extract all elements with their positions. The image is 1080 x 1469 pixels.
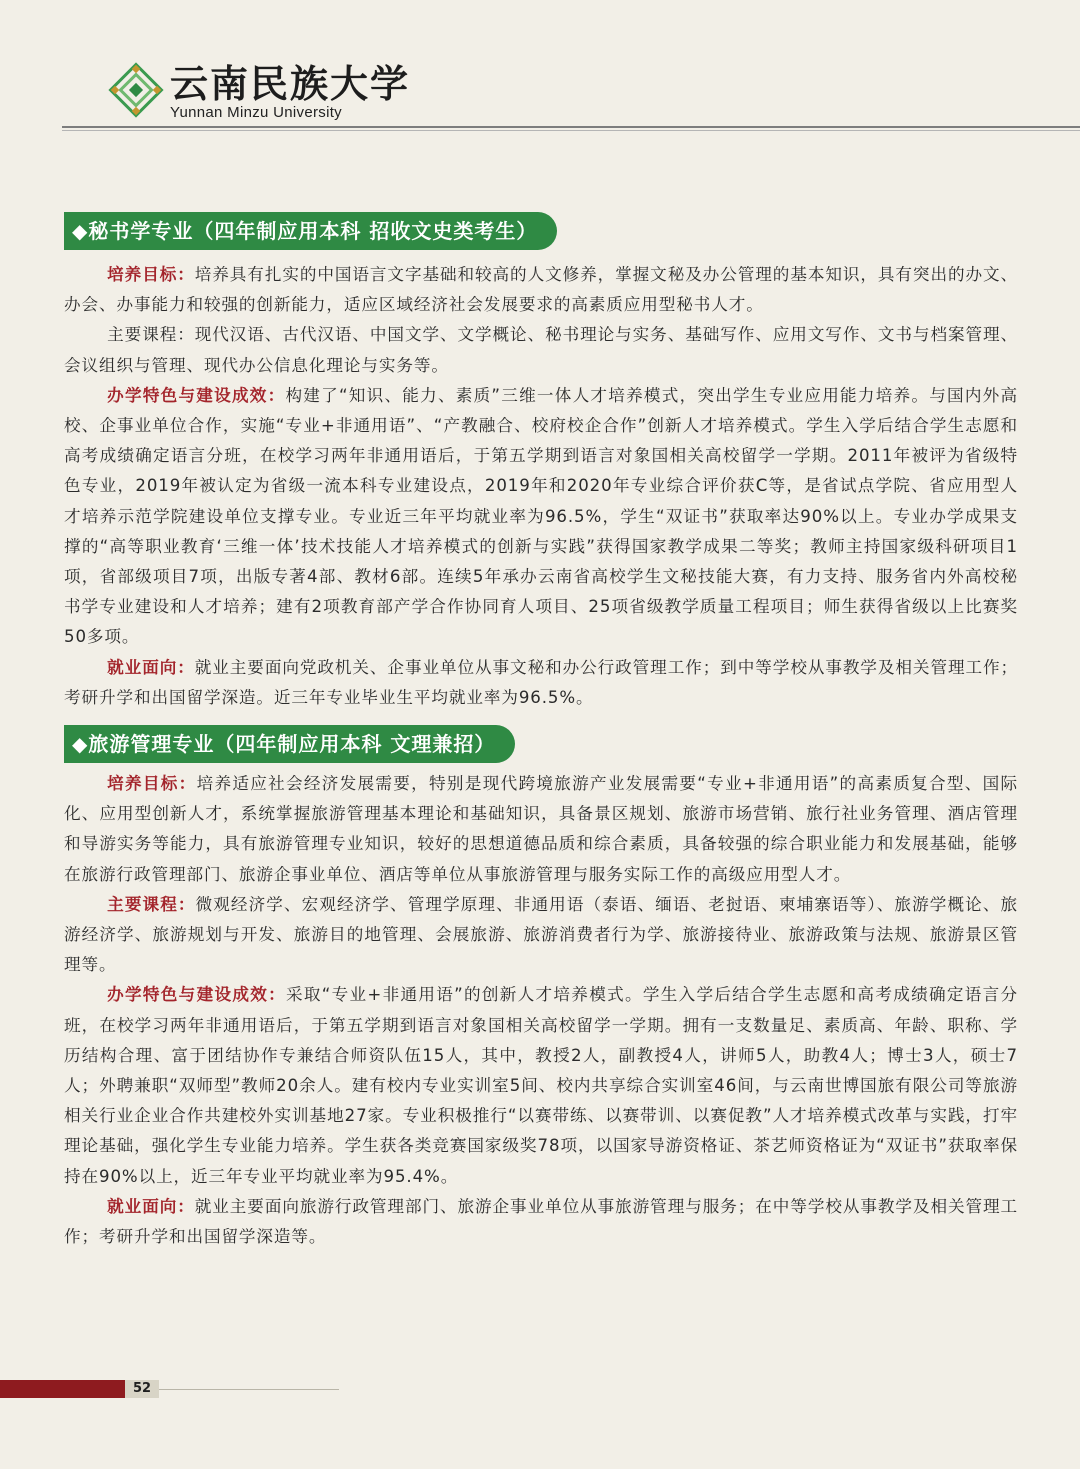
header-rule-thin [62,130,1080,131]
para-main-courses [64,890,1018,981]
university-logo-icon [104,58,168,122]
para-label: 主要课程： [107,894,196,914]
footer-rule [159,1389,339,1390]
para-training-goal [64,260,1018,320]
para-text: 就业主要面向党政机关、企事业单位从事文秘和办公行政管理工作；到中等学校从事教学及相关管理工作；考研升学和出国留学深造。近三年专业毕业生平均就业率为96.5%。 [64,657,1019,707]
para-label: 办学特色与建设成效： [107,985,286,1005]
section-title-tourism: ◆旅游管理专业（四年制应用本科 文理兼招） [64,725,515,763]
page-number: 52 [125,1380,159,1398]
para-text: 主要课程：现代汉语、古代汉语、中国文学、文学概论、秘书理论与实务、基础写作、应用文写作、文书与档案管理、会议组织与管理、现代办公信息化理论与实务等。 [64,325,1018,375]
para-employment [64,1192,1018,1252]
para-text: 构建了“知识、能力、素质”三维一体人才培养模式，突出学生专业应用能力培养。与国内外高校、企事业单位合作，实施“专业+非通用语”、“产教融合、校府校企合作”创新人才培养模式。学生入学后结合学生志愿和高考成绩确定语言分班，在校学习两年非通用语后，于第五学期到语言对象国相关高校留学一学期。2011年被评为省级特色专业，2019年被认定为省级一流本科专业建设点，2019年和2020年专业综合评价获C等，是省试点学院、省应用型人才培养示范学院建设单位支撑专业。专业近三年平均就业率为96.5%，学生“双证书”获取率达90%以上。专业办学成果支撑的“高等职业教育‘三维一体’技术技能人才培养模式的创新与实践”获得国家教学成果二等奖；教师主持国家级科研项目1项，省部级项目7项，出版专著4部、教材6部。连续5年承办云南省高校学生文秘技能大赛，有力支持、服务省内外高校秘书学专业建设和人才培养；建有2项教育部产学合作协同育人项目、25项省级教学质量工程项目；师生获得省级以上比赛奖50多项。 [64,385,1019,647]
para-text: 采取“专业+非通用语”的创新人才培养模式。学生入学后结合学生志愿和高考成绩确定语言分班，在校学习两年非通用语后，于第五学期到语言对象国相关高校留学一学期。拥有一支数量足、素质高、年龄、职称、学历结构合理、富于团结协作专兼结合师资队伍15人，其中，教授2人，副教授4人，讲师5人，助教4人；博士3人，硕士7人；外聘兼职“双师型”教师20余人。建有校内专业实训室5间、校内共享综合实训室46间，与云南世博国旅有限公司等旅游相关行业企业合作共建校外实训基地27家。专业积极推行“以赛带练、以赛带训、以赛促教”人才培养模式改革与实践，打牢理论基础，强化学生专业能力培养。学生获各类竞赛国家级奖78项，以国家导游资格证、茶艺师资格证为“双证书”获取率保持在90%以上，近三年专业平均就业率为95.4%。 [64,985,1018,1186]
para-label: 就业面向： [107,1196,195,1216]
para-training-goal [64,769,1018,890]
para-label: 培养目标： [107,774,197,794]
section-title-secretarial: ◆秘书学专业（四年制应用本科 招收文史类考生） [64,212,557,250]
para-text: 培养具有扎实的中国语言文字基础和较高的人文修养，掌握文秘及办公管理的基本知识，具有突出的办文、办会、办事能力和较强的创新能力，适应区域经济社会发展要求的高素质应用型秘书人才。 [64,265,1019,315]
page-header [0,0,1080,135]
para-label: 办学特色与建设成效： [107,385,286,405]
university-name-en: Yunnan Minzu University [170,104,342,121]
para-main-courses [64,320,1018,380]
university-name-cn: 云南民族大学 [170,61,411,106]
para-text: 微观经济学、宏观经济学、管理学原理、非通用语（泰语、缅语、老挝语、柬埔寨语等）、旅游学概论、旅游经济学、旅游规划与开发、旅游目的地管理、会展旅游、旅游消费者行为学、旅游接待业、旅游政策与法规、旅游景区管理等。 [64,894,1019,975]
page-content [64,212,1018,1252]
header-rule [62,126,1080,128]
para-text: 就业主要面向旅游行政管理部门、旅游企事业单位从事旅游管理与服务；在中等学校从事教学及相关管理工作；考研升学和出国留学深造等。 [64,1196,1019,1247]
para-employment [64,653,1018,713]
footer-bar [0,1380,125,1398]
para-features [64,980,1018,1191]
para-label: 就业面向： [107,657,195,677]
para-features [64,381,1018,653]
para-label: 培养目标： [107,265,195,284]
para-text: 培养适应社会经济发展需要，特别是现代跨境旅游产业发展需要“专业+非通用语”的高素质复合型、国际化、应用型创新人才，系统掌握旅游管理基本理论和基础知识，具备景区规划、旅游市场营销、旅行社业务管理、酒店管理和导游实务等能力，具有旅游管理专业知识，较好的思想道德品质和综合素质，具备较强的综合职业能力和发展基础，能够在旅游行政管理部门、旅游企事业单位、酒店等单位从事旅游管理与服务实际工作的高级应用型人才。 [64,774,1018,884]
